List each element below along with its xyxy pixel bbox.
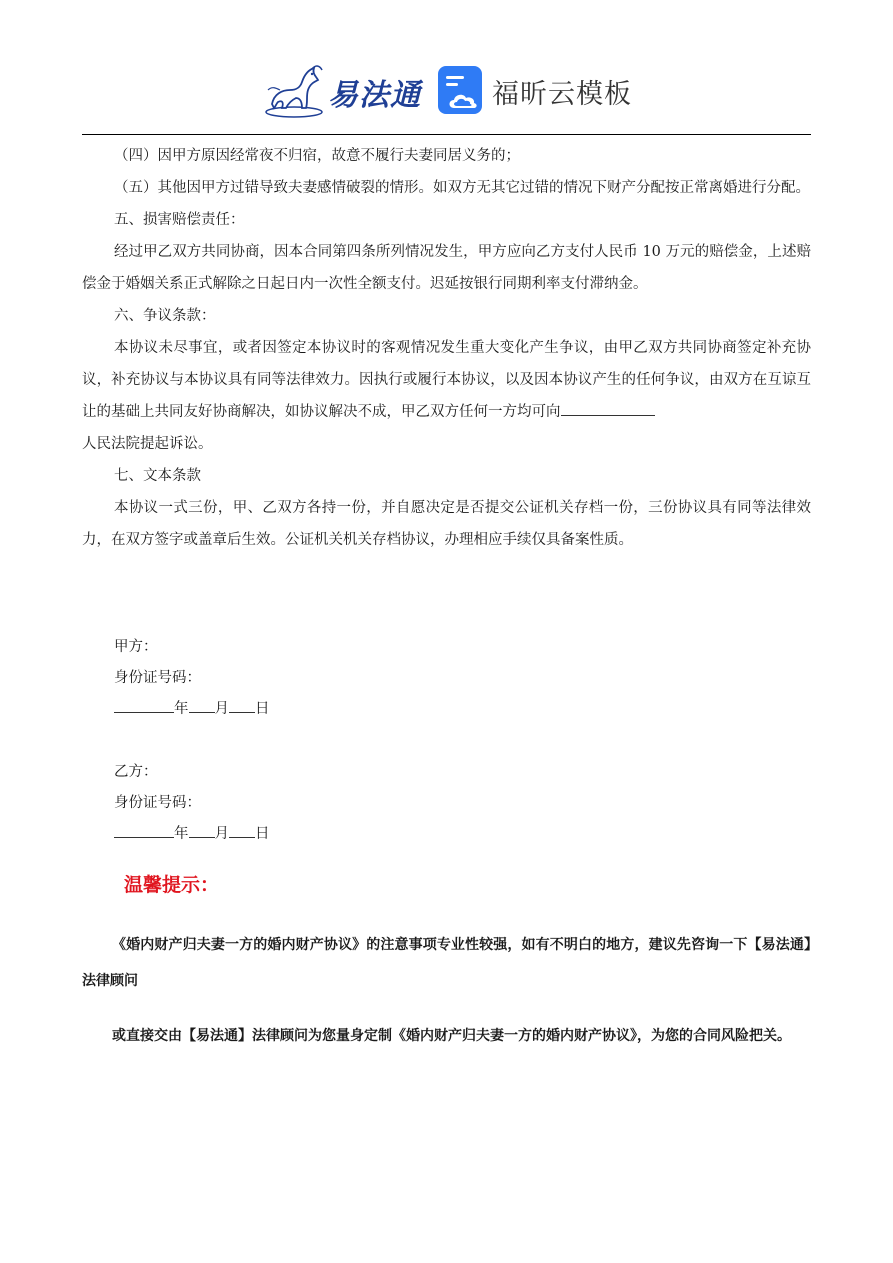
page-header (0, 0, 893, 136)
clause-item-5: （五）其他因甲方过错导致夫妻感情破裂的情形。如双方无其它过错的情况下财产分配按正常离婚进行分配。 (114, 180, 810, 196)
party-b-label: 乙方： (114, 764, 158, 780)
party-a-date: 年 月 日 (114, 694, 270, 725)
foxit-cloud-template-logo (436, 64, 646, 118)
yifatong-logo (262, 60, 422, 122)
logo-text-yifatong: 易法通 (328, 78, 421, 113)
tips-line-2: 或直接交由【易法通】法律顾问为您量身定制《婚内财产归夫妻一方的婚内财产协议》，为您的合同风险把关。 (112, 1028, 791, 1044)
tips-title: 温馨提示： (124, 874, 220, 896)
logo-text-foxit: 福昕云模板 (492, 79, 632, 110)
section-6-body-text: 本协议未尽事宜，或者因签定本协议时的客观情况发生重大变化产生争议，由甲乙双方共同协商签定补充协议，补充协议与本协议具有同等法律效力。因执行或履行本协议，以及因本协议产生的任何争议，由双方在互谅互让的基础上共同友好协商解决，如协议解决不成，甲乙双方任何一方均可向 (82, 340, 811, 420)
section-7-body: 本协议一式三份，甲、乙双方各持一份，并自愿决定是否提交公证机关存档一份，三份协议具有同等法律效力，在双方签字或盖章后生效。公证机关机关存档协议，办理相应手续仅具备案性质。 (82, 500, 811, 548)
section-6-title: 六、争议条款： (114, 308, 216, 324)
header-divider (82, 134, 811, 135)
document-body (82, 140, 811, 556)
party-a-id-label: 身份证号码： (114, 670, 201, 686)
section-6-tail: 人民法院提起诉讼。 (82, 436, 213, 452)
cloud-document-icon (436, 66, 486, 116)
party-b-date: 年 月 日 (114, 819, 270, 850)
section-5-title: 五、损害赔偿责任： (114, 212, 245, 228)
horse-emblem-icon (262, 60, 326, 120)
party-b-id-label: 身份证号码： (114, 795, 201, 811)
party-a-label: 甲方： (114, 639, 158, 655)
section-7-title: 七、文本条款 (114, 468, 201, 484)
tips-line-1: 《婚内财产归夫妻一方的婚内财产协议》的注意事项专业性较强，如有不明白的地方，建议先咨询一下【易法通】法律顾问 (82, 937, 811, 989)
signature-block-b (114, 757, 270, 850)
court-name-blank (561, 397, 655, 416)
clause-item-4: （四）因甲方原因经常夜不归宿，故意不履行夫妻同居义务的； (114, 148, 520, 164)
section-5-body: 经过甲乙双方共同协商，因本合同第四条所列情况发生，甲方应向乙方支付人民币 10 万元的赔偿金，上述赔偿金于婚姻关系正式解除之日起日内一次性全额支付。迟延按银行同期利率支付滞纳金。 (82, 244, 811, 292)
section-6-body (82, 332, 811, 428)
signature-block-a (114, 632, 270, 725)
